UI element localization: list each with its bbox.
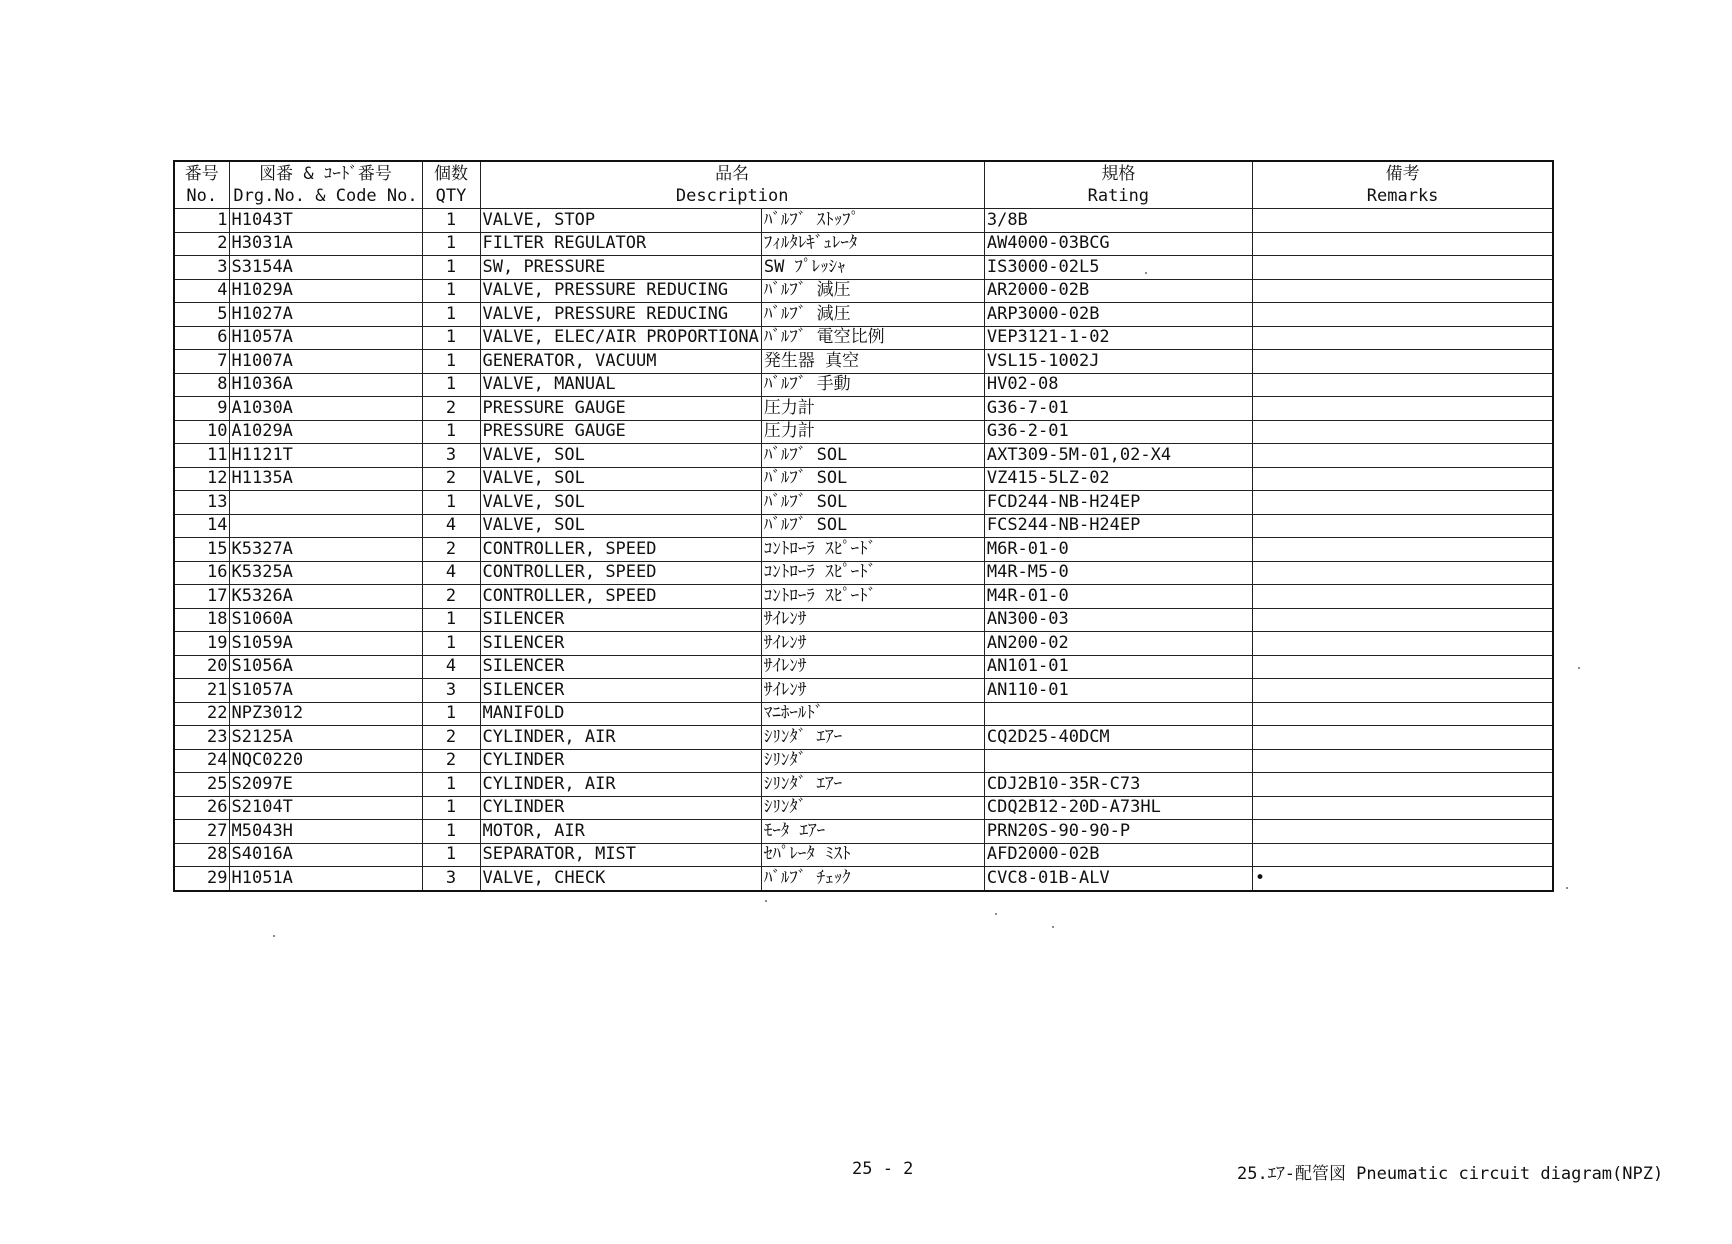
table-row — [174, 773, 1553, 797]
drg-code-cell: S1059A — [229, 632, 422, 656]
qty-cell: 3 — [422, 867, 480, 891]
scan-speck — [273, 935, 275, 937]
qty-cell: 2 — [422, 538, 480, 562]
remarks-cell: • — [1252, 867, 1553, 891]
description-jp-cell: ｻｲﾚﾝｻ — [761, 679, 984, 703]
header-drg-code — [229, 161, 422, 209]
qty-cell: 2 — [422, 467, 480, 491]
remarks-cell — [1252, 303, 1553, 327]
drg-code-cell: NPZ3012 — [229, 702, 422, 726]
remarks-cell — [1252, 514, 1553, 538]
table-row — [174, 843, 1553, 867]
header-no — [174, 161, 229, 209]
description-en-cell: CYLINDER, AIR — [480, 726, 761, 750]
description-en-cell: VALVE, MANUAL — [480, 373, 761, 397]
description-jp-cell: ﾓｰﾀ ｴｱｰ — [761, 820, 984, 844]
remarks-cell — [1252, 538, 1553, 562]
drg-code-cell: K5325A — [229, 561, 422, 585]
remarks-cell — [1252, 561, 1553, 585]
drg-code-cell: M5043H — [229, 820, 422, 844]
table-row — [174, 232, 1553, 256]
table-row — [174, 491, 1553, 515]
table-row — [174, 303, 1553, 327]
rating-cell: M4R-M5-0 — [984, 561, 1252, 585]
parts-list-table — [173, 160, 1554, 892]
rating-cell: M6R-01-0 — [984, 538, 1252, 562]
qty-cell: 3 — [422, 444, 480, 468]
drg-code-cell: S2104T — [229, 796, 422, 820]
qty-cell: 1 — [422, 796, 480, 820]
header-remarks-en: Remarks — [1366, 186, 1439, 206]
qty-cell: 1 — [422, 350, 480, 374]
remarks-cell — [1252, 820, 1553, 844]
header-desc-jp: 品名 — [715, 164, 750, 184]
header-drg-jp: 図番 & ｺｰﾄﾞ番号 — [259, 164, 392, 184]
row-number: 13 — [174, 491, 229, 515]
row-number: 12 — [174, 467, 229, 491]
row-number: 16 — [174, 561, 229, 585]
description-en-cell: CYLINDER — [480, 796, 761, 820]
row-number: 1 — [174, 209, 229, 233]
table-row — [174, 702, 1553, 726]
description-en-cell: CYLINDER — [480, 749, 761, 773]
drg-code-cell — [229, 514, 422, 538]
description-en-cell: VALVE, STOP — [480, 209, 761, 233]
header-no-en: No. — [186, 186, 218, 206]
qty-cell: 1 — [422, 326, 480, 350]
rating-cell — [984, 749, 1252, 773]
description-en-cell: MANIFOLD — [480, 702, 761, 726]
row-number: 15 — [174, 538, 229, 562]
remarks-cell — [1252, 279, 1553, 303]
description-en-cell: VALVE, ELEC/AIR PROPORTIONA — [480, 326, 761, 350]
remarks-cell — [1252, 326, 1553, 350]
rating-cell: ARP3000-02B — [984, 303, 1252, 327]
row-number: 10 — [174, 420, 229, 444]
rating-cell: FCD244-NB-H24EP — [984, 491, 1252, 515]
table-row — [174, 350, 1553, 374]
scan-speck — [765, 900, 767, 902]
qty-cell: 1 — [422, 232, 480, 256]
description-en-cell: VALVE, SOL — [480, 491, 761, 515]
description-en-cell: CYLINDER, AIR — [480, 773, 761, 797]
qty-cell: 1 — [422, 491, 480, 515]
row-number: 21 — [174, 679, 229, 703]
rating-cell: AN200-02 — [984, 632, 1252, 656]
scan-speck — [1578, 667, 1580, 669]
rating-cell: G36-7-01 — [984, 397, 1252, 421]
table-row — [174, 608, 1553, 632]
drg-code-cell: S1056A — [229, 655, 422, 679]
header-qty-jp: 個数 — [434, 164, 468, 184]
description-jp-cell: ﾊﾞﾙﾌﾞ ﾁｪｯｸ — [761, 867, 984, 891]
description-en-cell: FILTER REGULATOR — [480, 232, 761, 256]
drg-code-cell: S1060A — [229, 608, 422, 632]
remarks-cell — [1252, 232, 1553, 256]
drg-code-cell: K5327A — [229, 538, 422, 562]
qty-cell: 1 — [422, 209, 480, 233]
row-number: 9 — [174, 397, 229, 421]
description-jp-cell: 圧力計 — [761, 420, 984, 444]
description-en-cell: VALVE, SOL — [480, 514, 761, 538]
table-row — [174, 585, 1553, 609]
description-en-cell: PRESSURE GAUGE — [480, 397, 761, 421]
rating-cell: AXT309-5M-01,02-X4 — [984, 444, 1252, 468]
description-en-cell: SILENCER — [480, 608, 761, 632]
drg-code-cell: H1057A — [229, 326, 422, 350]
description-en-cell: VALVE, SOL — [480, 444, 761, 468]
qty-cell: 1 — [422, 373, 480, 397]
drg-code-cell: H1135A — [229, 467, 422, 491]
qty-cell: 1 — [422, 702, 480, 726]
rating-cell: VSL15-1002J — [984, 350, 1252, 374]
rating-cell: 3/8B — [984, 209, 1252, 233]
rating-cell: HV02-08 — [984, 373, 1252, 397]
remarks-cell — [1252, 373, 1553, 397]
description-jp-cell: ﾊﾞﾙﾌﾞ SOL — [761, 491, 984, 515]
page-number: 25 - 2 — [852, 1159, 914, 1179]
qty-cell: 1 — [422, 773, 480, 797]
qty-cell: 1 — [422, 632, 480, 656]
description-jp-cell: ｻｲﾚﾝｻ — [761, 608, 984, 632]
description-jp-cell: ｻｲﾚﾝｻ — [761, 655, 984, 679]
drg-code-cell: H1007A — [229, 350, 422, 374]
table-row — [174, 726, 1553, 750]
description-jp-cell: ｺﾝﾄﾛｰﾗ ｽﾋﾟｰﾄﾞ — [761, 585, 984, 609]
description-jp-cell: ﾊﾞﾙﾌﾞ 手動 — [761, 373, 984, 397]
description-en-cell: VALVE, CHECK — [480, 867, 761, 891]
table-row — [174, 279, 1553, 303]
row-number: 26 — [174, 796, 229, 820]
row-number: 11 — [174, 444, 229, 468]
header-remarks — [1252, 161, 1553, 209]
table-row — [174, 420, 1553, 444]
remarks-cell — [1252, 467, 1553, 491]
table-row — [174, 796, 1553, 820]
drg-code-cell — [229, 491, 422, 515]
description-jp-cell: ｼﾘﾝﾀﾞ ｴｱｰ — [761, 773, 984, 797]
rating-cell: AN110-01 — [984, 679, 1252, 703]
rating-cell: VEP3121-1-02 — [984, 326, 1252, 350]
qty-cell: 2 — [422, 749, 480, 773]
header-qty — [422, 161, 480, 209]
rating-cell: CQ2D25-40DCM — [984, 726, 1252, 750]
description-jp-cell: ﾌｨﾙﾀﾚｷﾞｭﾚｰﾀ — [761, 232, 984, 256]
scan-speck — [1052, 926, 1054, 928]
description-en-cell: MOTOR, AIR — [480, 820, 761, 844]
description-jp-cell: ﾊﾞﾙﾌﾞ SOL — [761, 444, 984, 468]
description-en-cell: CONTROLLER, SPEED — [480, 561, 761, 585]
qty-cell: 2 — [422, 397, 480, 421]
qty-cell: 1 — [422, 420, 480, 444]
qty-cell: 2 — [422, 726, 480, 750]
drg-code-cell: H1043T — [229, 209, 422, 233]
description-jp-cell: 圧力計 — [761, 397, 984, 421]
remarks-cell — [1252, 843, 1553, 867]
row-number: 14 — [174, 514, 229, 538]
table-row — [174, 467, 1553, 491]
table-row — [174, 679, 1553, 703]
rating-cell — [984, 702, 1252, 726]
description-jp-cell: ﾊﾞﾙﾌﾞ ｽﾄｯﾌﾟ — [761, 209, 984, 233]
rating-cell: VZ415-5LZ-02 — [984, 467, 1252, 491]
description-en-cell: GENERATOR, VACUUM — [480, 350, 761, 374]
description-en-cell: CONTROLLER, SPEED — [480, 585, 761, 609]
rating-cell: FCS244-NB-H24EP — [984, 514, 1252, 538]
rating-cell: AN101-01 — [984, 655, 1252, 679]
qty-cell: 1 — [422, 820, 480, 844]
drg-code-cell: H1051A — [229, 867, 422, 891]
row-number: 8 — [174, 373, 229, 397]
description-en-cell: SW, PRESSURE — [480, 256, 761, 280]
description-jp-cell: ﾊﾞﾙﾌﾞ 減圧 — [761, 279, 984, 303]
description-jp-cell: ﾊﾞﾙﾌﾞ 減圧 — [761, 303, 984, 327]
description-jp-cell: ﾊﾞﾙﾌﾞ SOL — [761, 467, 984, 491]
parts-table-body — [174, 209, 1553, 891]
rating-cell: CDQ2B12-20D-A73HL — [984, 796, 1252, 820]
header-desc-en: Description — [675, 186, 789, 206]
table-row — [174, 326, 1553, 350]
drg-code-cell: S2097E — [229, 773, 422, 797]
rating-cell: IS3000-02L5 — [984, 256, 1252, 280]
rating-cell: AFD2000-02B — [984, 843, 1252, 867]
table-row — [174, 209, 1553, 233]
header-rating-jp: 規格 — [1101, 164, 1136, 184]
remarks-cell — [1252, 608, 1553, 632]
qty-cell: 3 — [422, 679, 480, 703]
table-row — [174, 561, 1553, 585]
qty-cell: 4 — [422, 514, 480, 538]
description-jp-cell: ｾﾊﾟﾚｰﾀ ﾐｽﾄ — [761, 843, 984, 867]
row-number: 3 — [174, 256, 229, 280]
qty-cell: 1 — [422, 256, 480, 280]
qty-cell: 1 — [422, 843, 480, 867]
description-en-cell: VALVE, PRESSURE REDUCING — [480, 279, 761, 303]
drg-code-cell: H1036A — [229, 373, 422, 397]
remarks-cell — [1252, 679, 1553, 703]
table-row — [174, 444, 1553, 468]
rating-cell: AN300-03 — [984, 608, 1252, 632]
description-en-cell: SEPARATOR, MIST — [480, 843, 761, 867]
description-en-cell: SILENCER — [480, 679, 761, 703]
qty-cell: 2 — [422, 585, 480, 609]
table-row — [174, 397, 1553, 421]
remarks-cell — [1252, 726, 1553, 750]
rating-cell: CVC8-01B-ALV — [984, 867, 1252, 891]
description-jp-cell: ｺﾝﾄﾛｰﾗ ｽﾋﾟｰﾄﾞ — [761, 538, 984, 562]
description-jp-cell: ｺﾝﾄﾛｰﾗ ｽﾋﾟｰﾄﾞ — [761, 561, 984, 585]
row-number: 29 — [174, 867, 229, 891]
remarks-cell — [1252, 397, 1553, 421]
row-number: 7 — [174, 350, 229, 374]
row-number: 2 — [174, 232, 229, 256]
remarks-cell — [1252, 773, 1553, 797]
description-jp-cell: ﾊﾞﾙﾌﾞ 電空比例 — [761, 326, 984, 350]
description-jp-cell: ｻｲﾚﾝｻ — [761, 632, 984, 656]
remarks-cell — [1252, 209, 1553, 233]
qty-cell: 1 — [422, 279, 480, 303]
drg-code-cell: H3031A — [229, 232, 422, 256]
description-en-cell: VALVE, SOL — [480, 467, 761, 491]
remarks-cell — [1252, 491, 1553, 515]
rating-cell: G36-2-01 — [984, 420, 1252, 444]
description-en-cell: PRESSURE GAUGE — [480, 420, 761, 444]
row-number: 6 — [174, 326, 229, 350]
drg-code-cell: S3154A — [229, 256, 422, 280]
table-row — [174, 867, 1553, 891]
table-row — [174, 256, 1553, 280]
description-jp-cell: ｼﾘﾝﾀﾞ ｴｱｰ — [761, 726, 984, 750]
row-number: 25 — [174, 773, 229, 797]
row-number: 19 — [174, 632, 229, 656]
remarks-cell — [1252, 702, 1553, 726]
table-row — [174, 373, 1553, 397]
description-en-cell: VALVE, PRESSURE REDUCING — [480, 303, 761, 327]
qty-cell: 4 — [422, 655, 480, 679]
table-row — [174, 514, 1553, 538]
drg-code-cell: S2125A — [229, 726, 422, 750]
row-number: 24 — [174, 749, 229, 773]
description-jp-cell: 発生器 真空 — [761, 350, 984, 374]
drg-code-cell: H1029A — [229, 279, 422, 303]
remarks-cell — [1252, 749, 1553, 773]
description-en-cell: SILENCER — [480, 632, 761, 656]
row-number: 17 — [174, 585, 229, 609]
rating-cell: AW4000-03BCG — [984, 232, 1252, 256]
header-qty-en: QTY — [435, 186, 467, 206]
row-number: 28 — [174, 843, 229, 867]
table-row — [174, 632, 1553, 656]
scan-speck — [995, 913, 997, 915]
rating-cell: AR2000-02B — [984, 279, 1252, 303]
remarks-cell — [1252, 655, 1553, 679]
description-jp-cell: SW ﾌﾟﾚｯｼｬ — [761, 256, 984, 280]
scan-speck — [1145, 272, 1147, 274]
row-number: 18 — [174, 608, 229, 632]
description-jp-cell: ｼﾘﾝﾀﾞ — [761, 796, 984, 820]
header-no-jp: 番号 — [184, 164, 219, 184]
scan-speck — [1566, 887, 1568, 889]
description-en-cell: SILENCER — [480, 655, 761, 679]
table-row — [174, 749, 1553, 773]
row-number: 27 — [174, 820, 229, 844]
drg-code-cell: K5326A — [229, 585, 422, 609]
remarks-cell — [1252, 350, 1553, 374]
header-rating-en: Rating — [1087, 186, 1150, 206]
header-description — [480, 161, 984, 209]
row-number: 4 — [174, 279, 229, 303]
header-remarks-jp: 備考 — [1385, 164, 1420, 184]
remarks-cell — [1252, 256, 1553, 280]
rating-cell: PRN20S-90-90-P — [984, 820, 1252, 844]
row-number: 22 — [174, 702, 229, 726]
qty-cell: 4 — [422, 561, 480, 585]
drg-code-cell: A1030A — [229, 397, 422, 421]
qty-cell: 1 — [422, 303, 480, 327]
drg-code-cell: H1121T — [229, 444, 422, 468]
row-number: 23 — [174, 726, 229, 750]
drg-code-cell: S4016A — [229, 843, 422, 867]
header-drg-en: Drg.No. & Code No. — [233, 186, 418, 206]
document-title: 25.ｴｱ-配管図 Pneumatic circuit diagram(NPZ) — [1237, 1164, 1664, 1184]
description-jp-cell: ﾊﾞﾙﾌﾞ SOL — [761, 514, 984, 538]
description-en-cell: CONTROLLER, SPEED — [480, 538, 761, 562]
drg-code-cell: NQC0220 — [229, 749, 422, 773]
drg-code-cell: A1029A — [229, 420, 422, 444]
table-row — [174, 538, 1553, 562]
row-number: 5 — [174, 303, 229, 327]
remarks-cell — [1252, 585, 1553, 609]
table-header-row — [174, 161, 1553, 209]
header-rating — [984, 161, 1252, 209]
table-row — [174, 820, 1553, 844]
description-jp-cell: ｼﾘﾝﾀﾞ — [761, 749, 984, 773]
row-number: 20 — [174, 655, 229, 679]
rating-cell: M4R-01-0 — [984, 585, 1252, 609]
remarks-cell — [1252, 444, 1553, 468]
description-jp-cell: ﾏﾆﾎｰﾙﾄﾞ — [761, 702, 984, 726]
qty-cell: 1 — [422, 608, 480, 632]
drg-code-cell: S1057A — [229, 679, 422, 703]
remarks-cell — [1252, 796, 1553, 820]
table-row — [174, 655, 1553, 679]
drg-code-cell: H1027A — [229, 303, 422, 327]
remarks-cell — [1252, 420, 1553, 444]
remarks-cell — [1252, 632, 1553, 656]
rating-cell: CDJ2B10-35R-C73 — [984, 773, 1252, 797]
